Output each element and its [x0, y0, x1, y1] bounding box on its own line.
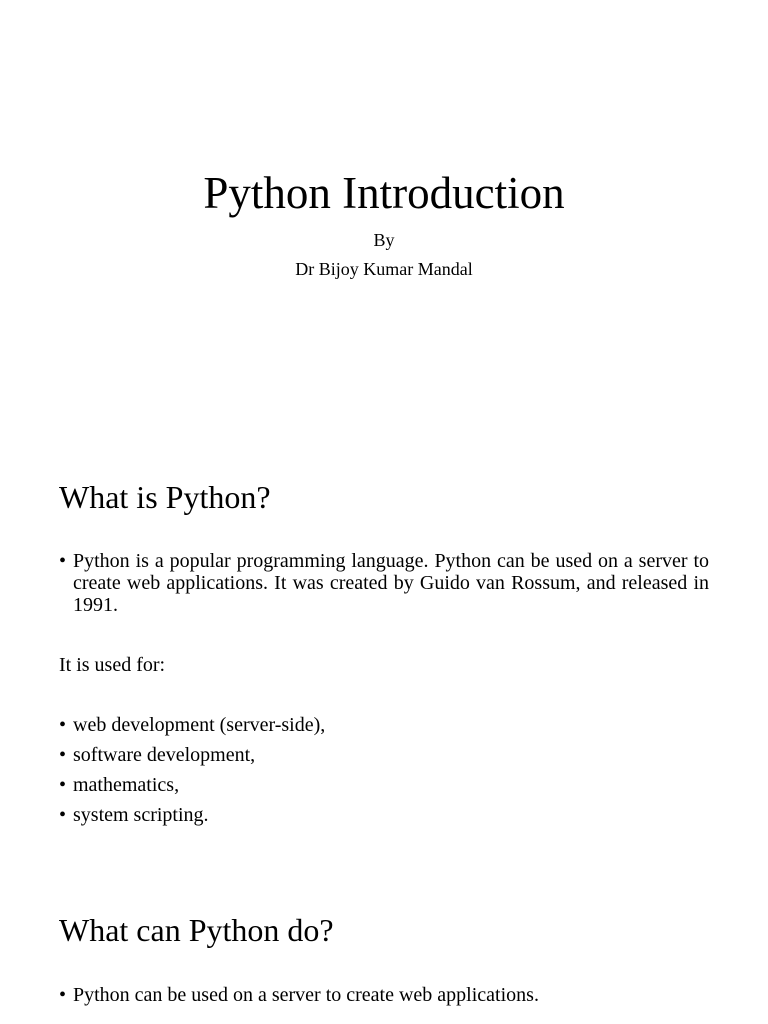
byline: By [373, 230, 395, 250]
bullet-icon: • [59, 550, 67, 572]
bullet-icon: • [59, 804, 67, 826]
slide-heading: What is Python? [59, 479, 271, 515]
uses-intro: It is used for: [59, 654, 166, 676]
list-item-text: Python is a popular programming language. Python can be used on a server to create web applications. It was created by Guido van Rossum, and released in 1991. [73, 550, 709, 616]
description-list [59, 550, 709, 616]
title-slide [0, 0, 768, 430]
list-item [59, 774, 709, 796]
list-item-text: system scripting. [73, 804, 209, 826]
list-item [59, 714, 709, 736]
list-item-text: mathematics, [73, 774, 180, 796]
bullet-icon: • [59, 744, 67, 766]
capabilities-list [59, 984, 709, 1014]
list-item [59, 744, 709, 766]
list-item [59, 804, 709, 826]
bullet-icon: • [59, 984, 67, 1006]
slide-heading: What can Python do? [59, 912, 334, 948]
author-name: Dr Bijoy Kumar Mandal [295, 259, 473, 279]
bullet-icon: • [59, 714, 67, 736]
list-item-text: Python can be used on a server to create web applications. [73, 984, 539, 1006]
uses-list [59, 714, 709, 834]
presentation-title: Python Introduction [203, 168, 565, 218]
list-item [59, 550, 709, 616]
bullet-icon: • [59, 774, 67, 796]
list-item [59, 984, 709, 1006]
list-item-text: web development (server-side), [73, 714, 326, 736]
list-item-text: software development, [73, 744, 256, 766]
